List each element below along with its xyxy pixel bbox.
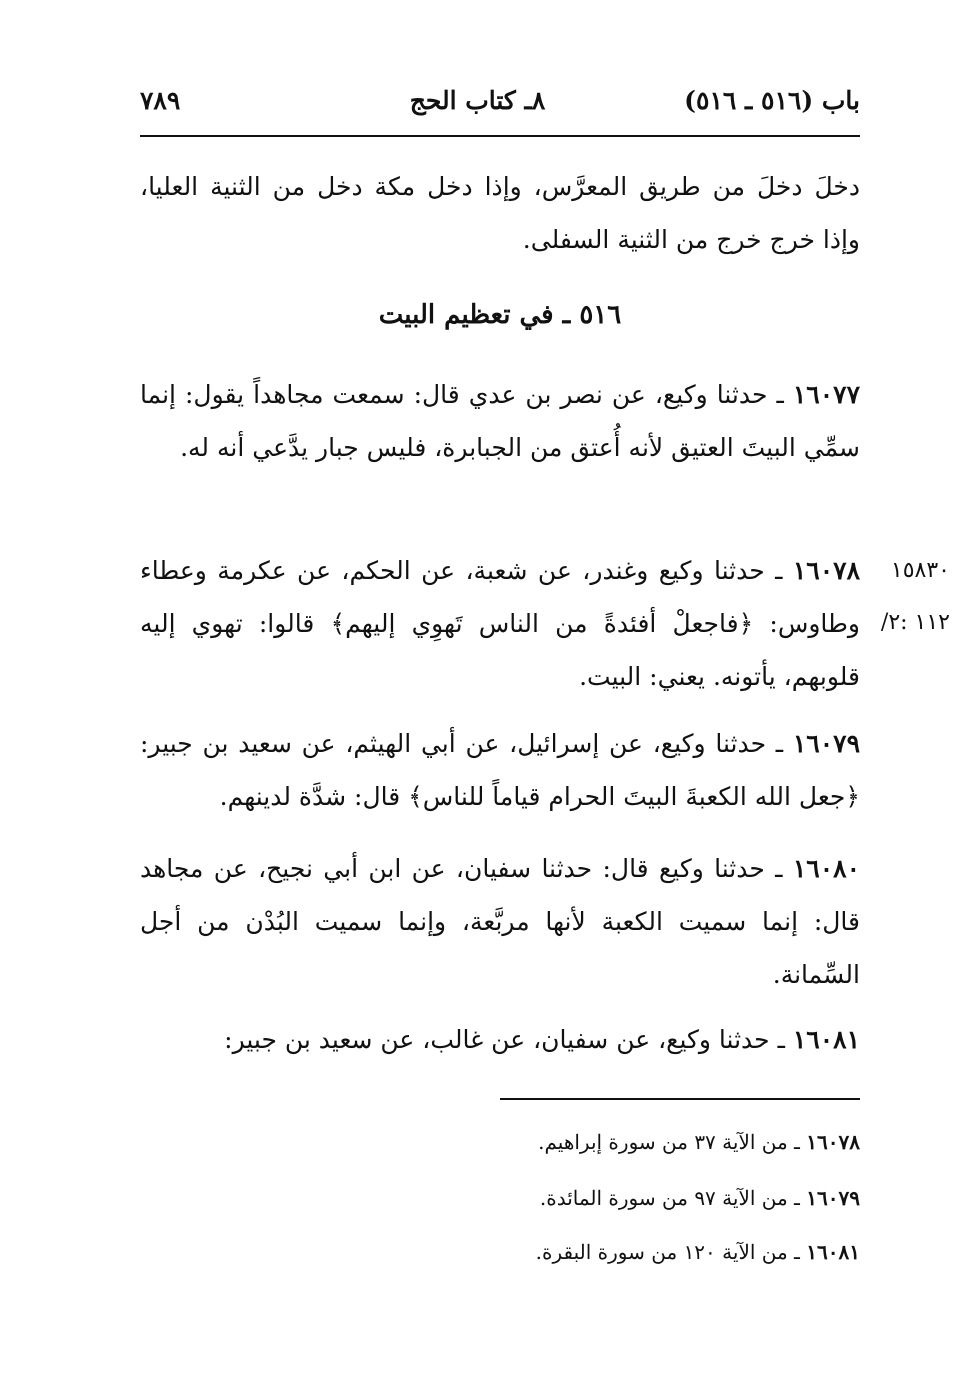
footnote-rule [500, 1098, 860, 1100]
hadith-text: ـ حدثنا وكيع، عن نصر بن عدي قال: سمعت مجاهداً يقول: إنما سمِّي البيتَ العتيق لأنه أُعتق من الجبابرة، فليس جبار يدَّعي أنه له. [140, 380, 860, 462]
hadith-16081 [140, 1013, 860, 1066]
footnote [420, 1186, 860, 1210]
hadith-text: ـ حدثنا وكيع قال: حدثنا سفيان، عن ابن أبي نجيح، عن مجاهد قال: إنما سميت الكعبة لأنها مربَّعة، وإنما سميت البُدْن من أجل السِّمانة. [140, 854, 860, 989]
footnote-text: ـ من الآية ٩٧ من سورة المائدة. [539, 1186, 800, 1210]
hadith-text: ـ حدثنا وكيع، عن سفيان، عن غالب، عن سعيد بن جبير: [224, 1025, 785, 1054]
hadith-16080 [140, 842, 860, 1001]
footnote [420, 1240, 860, 1264]
hadith-16079 [140, 717, 860, 823]
hadith-number: ١٦٠٧٨ [792, 556, 860, 585]
hadith-16077 [140, 368, 860, 474]
footnote-number: ١٦٠٧٩ [806, 1186, 860, 1210]
header-chapter: باب (٥١٦ ـ ٥١٦) [684, 86, 860, 115]
section-title: ٥١٦ ـ في تعظيم البيت [378, 300, 622, 330]
hadith-16078 [140, 544, 860, 703]
header-rule [140, 135, 860, 137]
footnote [420, 1130, 860, 1154]
intro-text: دخلَ دخلَ من طريق المعرَّس، وإذا دخل مكة دخل من الثنية العليا، وإذا خرج خرج من الثنية السفلى. [140, 172, 860, 254]
hadith-number: ١٦٠٨٠ [792, 854, 860, 883]
header-book-title: ٨ـ كتاب الحج [409, 86, 546, 115]
hadith-text: ـ حدثنا وكيع وغندر، عن شعبة، عن الحكم، عن عكرمة وعطاء وطاوس: ﴿فاجعلْ أفئدةً من الناس تَهوِي إليهم﴾ قالوا: تهوي إليه قلوبهم، يأتونه. يعني: البيت. [140, 556, 860, 691]
margin-ref-number: ١٥٨٣٠ [890, 558, 950, 583]
margin-ref-volume: ١١٢ :٢/ [880, 610, 950, 635]
hadith-number: ١٦٠٨١ [792, 1025, 860, 1054]
footnote-number: ١٦٠٨١ [806, 1240, 860, 1264]
hadith-text: ـ حدثنا وكيع، عن إسرائيل، عن أبي الهيثم، عن سعيد بن جبير: ﴿جعل الله الكعبةَ البيتَ الحرام قياماً للناس﴾ قال: شدَّة لدينهم. [140, 729, 860, 811]
page-number: ٧٨٩ [140, 86, 181, 115]
hadith-number: ١٦٠٧٧ [792, 380, 860, 409]
footnote-text: ـ من الآية ١٢٠ من سورة البقرة. [535, 1240, 800, 1264]
footnote-number: ١٦٠٧٨ [806, 1130, 860, 1154]
hadith-number: ١٦٠٧٩ [792, 729, 860, 758]
footnote-text: ـ من الآية ٣٧ من سورة إبراهيم. [538, 1130, 800, 1154]
intro-paragraph [140, 160, 860, 266]
